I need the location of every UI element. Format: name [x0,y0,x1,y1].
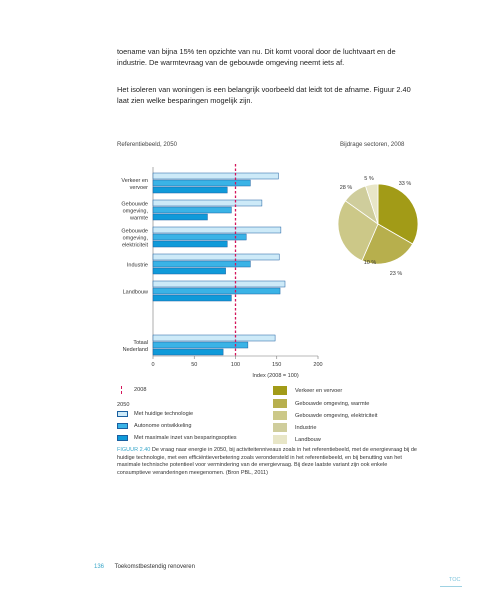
page-number: 136 [94,564,105,570]
x-tick-label-0: 0 [151,362,155,368]
legend-series-3-label: Met maximale inzet van besparingsopties [134,435,237,441]
category-label-1-0: Gebouwde [121,201,148,208]
x-tick-label-3: 150 [272,362,282,368]
body-paragraph-1: toename van bijna 15% ten opzichte van nu. Dit komt vooral door de luchtvaart en de industrie. De warmtevraag van de gebouwde omgeving neemt iets af. [117,47,396,67]
legend-series-1 [117,411,193,417]
bar-1-1 [153,207,231,213]
reference-line-swatch [121,386,124,394]
bar-0-2 [153,187,227,193]
bar-1-0 [153,200,262,206]
legend-2008-label: 2008 [134,387,147,393]
x-tick-label-2: 100 [230,362,241,368]
bar-2-2 [153,241,227,247]
category-label-4-0: Landbouw [122,289,148,296]
pie-legend-swatch-5 [273,435,287,444]
bar-3-2 [153,268,226,274]
category-label-3-0: Industrie [126,262,148,269]
pie-legend-4 [273,423,316,432]
legend-series-2 [117,423,192,429]
bar-4-0 [153,281,285,287]
legend-swatch-1 [117,411,128,417]
footer-title: Toekomstbestendig renoveren [114,564,195,570]
toc-underline [440,586,462,587]
pie-legend-3 [273,411,377,420]
toc-link[interactable]: TOC [449,577,461,583]
pie-legend-2-label: Gebouwde omgeving, warmte [295,400,370,407]
pie-label-3: 10 % [363,260,377,266]
pie-chart-title: Bijdrage sectoren, 2008 [340,141,405,148]
x-tick-label-4: 200 [313,362,323,368]
bar-chart-title: Referentiebeeld, 2050 [117,141,177,148]
pie-legend-1 [273,386,342,395]
bar-1-2 [153,214,207,220]
bar-3-0 [153,254,279,260]
pie-label-0: 33 % [398,181,412,187]
bar-2-0 [153,227,281,233]
bar-5-0 [153,335,275,341]
bar-2-1 [153,234,246,240]
category-label-1-1: omgeving, [122,208,148,215]
legend-swatch-2 [117,423,128,429]
pie-legend-1-label: Verkeer en vervoer [295,387,343,394]
bar-4-1 [153,288,280,294]
x-axis-title: Index (2008 = 100) [252,373,299,379]
legend-series-3 [117,435,237,441]
bar-5-1 [153,342,248,348]
pie-legend-5-label: Landbouw [295,436,321,443]
category-label-1-2: warmte [129,215,148,222]
x-tick-label-1: 50 [191,362,198,368]
legend-swatch-3 [117,435,128,441]
legend-2008 [117,386,146,394]
bar-4-2 [153,295,231,301]
pie-label-1: 23 % [389,271,403,277]
figure-caption-text: De vraag naar energie in 2050, bij activiteitenniveaus zoals in het referentiebeeld, met de energievraag bij de huidige technologie, met een efficiëntieverbetering zoals verondersteld in het referentiebeeld, en bij benutting van het maximale technische potentieel voor vermindering van de energievraag. Bij deze laatste variant zijn ook enkele consumptieve veranderingen meegenomen. (Bron PBL, 2011) [117,447,417,476]
legend-group-label-text: 2050 [117,402,130,408]
pie-legend-5 [273,435,321,444]
pie-legend-swatch-2 [273,399,287,408]
pie-legend-swatch-3 [273,411,287,420]
body-paragraph-2: Het isoleren van woningen is een belangrijk voorbeeld dat leidt tot de afname. Figuur 2.40 laat zien welke besparingen mogelijk zijn. [117,85,411,105]
page-footer [94,564,195,570]
legend-series-1-label: Met huidige technologie [134,411,194,417]
pie-label-4: 5 % [364,176,374,182]
bar-0-0 [153,173,278,179]
pie-legend-swatch-1 [273,386,287,395]
category-label-2-2: elektriciteit [122,242,148,249]
category-label-2-0: Gebouwde [121,228,148,235]
category-label-5-0: Totaal [133,340,148,346]
category-label-0-0: Verkeer en [121,178,148,184]
category-label-0-1: vervoer [129,185,148,191]
pie-label-2: 28 % [339,185,353,191]
figure-caption [117,447,422,477]
pie-legend-swatch-4 [273,423,287,432]
figure-caption-label: FIGUUR 2.40 [117,447,151,453]
legend-series-2-label: Autonome ontwikkeling [134,423,192,429]
category-label-2-1: omgeving, [122,235,148,242]
legend-group-label [117,402,129,408]
pie-legend-2 [273,399,369,408]
category-label-5-1: Nederland [122,347,148,353]
pie-legend-3-label: Gebouwde omgeving, elektriciteit [295,412,378,419]
pie-legend-4-label: Industrie [295,424,317,431]
bar-5-2 [153,349,223,355]
